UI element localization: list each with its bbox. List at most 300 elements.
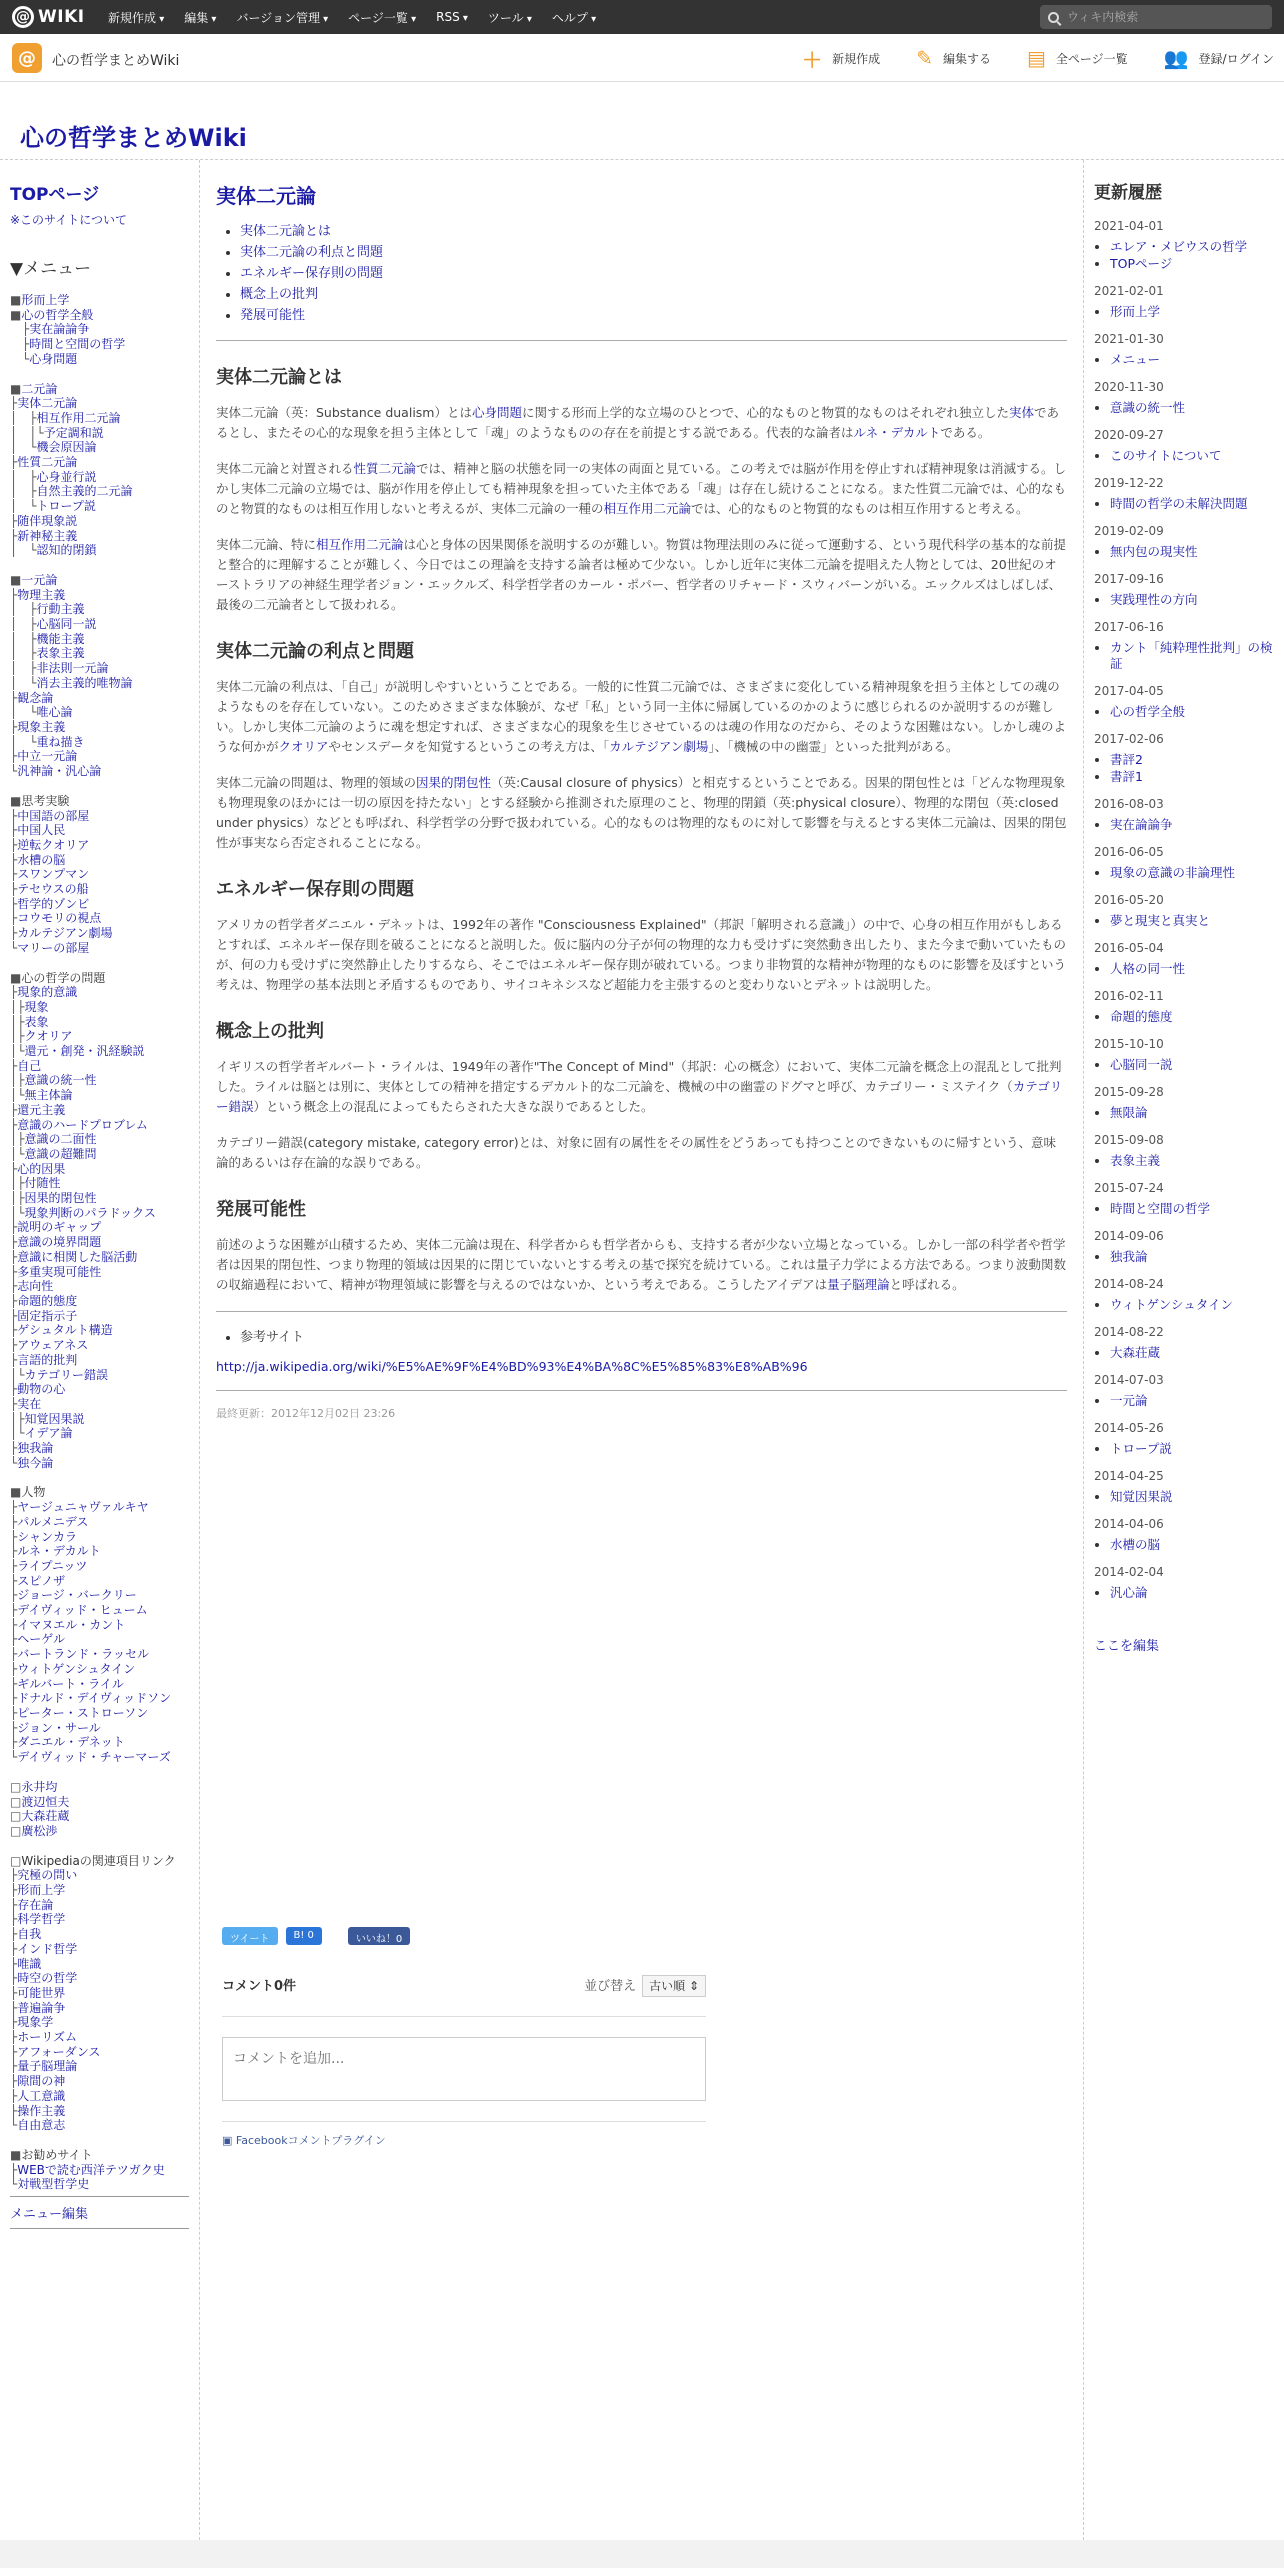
sidebar-item[interactable] (10, 588, 189, 603)
sidebar-item-label[interactable]: 消去主義的唯物論 (36, 675, 133, 690)
sidebar-item-label[interactable]: 人工意識 (17, 2088, 66, 2103)
sidebar-item-label[interactable]: 多重実現可能性 (17, 1264, 102, 1279)
sidebar-item[interactable] (10, 1500, 189, 1515)
sidebar-item-label[interactable]: 渡辺恒夫 (21, 1794, 70, 1809)
history-link[interactable]: 独我論 (1110, 1249, 1148, 1264)
comment-input[interactable] (222, 2037, 706, 2101)
hatena-bookmark-button[interactable]: B! 0 (286, 1927, 322, 1945)
history-item[interactable] (1110, 448, 1274, 464)
sidebar-item[interactable] (10, 2089, 189, 2104)
sidebar-item-label[interactable]: 心身問題 (29, 351, 78, 366)
history-item[interactable] (1110, 1057, 1274, 1073)
sidebar-item[interactable] (10, 322, 189, 337)
sidebar-item-label[interactable]: マリーの部屋 (17, 940, 90, 955)
sidebar-item[interactable] (10, 2163, 189, 2178)
sidebar-item-label[interactable]: 意識の境界問題 (17, 1235, 102, 1250)
sidebar-item-label[interactable]: 付随性 (24, 1176, 61, 1191)
history-item[interactable] (1110, 1105, 1274, 1121)
sidebar-item-label[interactable]: パルメニデス (17, 1514, 89, 1529)
history-item[interactable] (1110, 913, 1274, 929)
sidebar-item-label[interactable]: 機能主義 (36, 631, 85, 646)
history-item[interactable] (1110, 304, 1274, 320)
sidebar-item[interactable] (10, 691, 189, 706)
menu-pages[interactable]: ページ一覧 ▾ (348, 9, 416, 26)
sidebar-item-label[interactable]: 時空の哲学 (17, 1971, 78, 1986)
toc-link[interactable]: 実体二元論とは (240, 224, 332, 239)
history-link[interactable]: カント「純粋理性批判」の検証 (1110, 640, 1273, 671)
sidebar-item-label[interactable]: 形而上学 (21, 293, 70, 307)
history-link[interactable]: メニュー (1110, 352, 1161, 367)
sidebar-item[interactable] (10, 1706, 189, 1721)
sidebar-item-label[interactable]: 可能世界 (17, 1985, 66, 2000)
sidebar-item-label[interactable]: 独今論 (17, 1455, 54, 1470)
history-item[interactable] (1110, 961, 1274, 977)
site-name[interactable]: 心の哲学まとめWiki (52, 53, 180, 69)
sidebar-item[interactable] (10, 1986, 189, 2001)
sidebar-item[interactable] (10, 1898, 189, 1913)
sidebar-item[interactable] (10, 2045, 189, 2060)
sidebar-item-label[interactable]: 行動主義 (36, 602, 85, 617)
inline-link[interactable]: 量子脳理論 (827, 1277, 890, 1292)
sidebar-item-label[interactable]: 言語的批判 (17, 1352, 78, 1367)
menu-edit-link[interactable] (10, 2196, 189, 2229)
inline-link[interactable]: ルネ・デカルト (853, 425, 941, 440)
sidebar-item[interactable] (10, 1191, 189, 1206)
sidebar-item[interactable] (10, 2118, 189, 2133)
sidebar-item[interactable] (10, 1250, 189, 1265)
sidebar-item[interactable] (10, 1824, 189, 1839)
edit-here-text[interactable]: ここを編集 (1094, 1639, 1160, 1654)
tweet-button[interactable]: ツイート (222, 1927, 278, 1945)
sidebar-item[interactable] (10, 911, 189, 926)
sidebar-item[interactable] (10, 2030, 189, 2045)
history-link[interactable]: このサイトについて (1110, 448, 1222, 463)
sidebar-item-label[interactable]: 操作主義 (17, 2103, 66, 2118)
toc-item[interactable] (240, 221, 1067, 242)
wiki-title[interactable]: 心の哲学まとめWiki (20, 124, 247, 152)
sidebar-item[interactable] (10, 1162, 189, 1177)
history-item[interactable] (1110, 1585, 1274, 1601)
sidebar-item[interactable] (10, 926, 189, 941)
sidebar-item-label[interactable]: 大森荘蔵 (21, 1809, 70, 1824)
sidebar-item[interactable] (10, 632, 189, 647)
reference-url-link[interactable]: http://ja.wikipedia.org/wiki/%E5%AE%9F%E4%BD%93%E4%BA%8C%E5%85%83%E8%AB%96 (216, 1359, 808, 1374)
sidebar-item-label[interactable]: 知覚因果説 (24, 1411, 85, 1426)
sidebar-item[interactable] (10, 440, 189, 455)
sidebar-item-label[interactable]: 自我 (17, 1927, 42, 1942)
sidebar-item[interactable] (10, 1206, 189, 1221)
about-link[interactable] (10, 211, 189, 228)
sidebar-item[interactable] (10, 1942, 189, 1957)
sidebar-item[interactable] (10, 720, 189, 735)
sidebar-item-label[interactable]: ホーリズム (17, 2030, 77, 2045)
sidebar-item-label[interactable]: ジョージ・バークリー (17, 1588, 137, 1603)
sidebar-item[interactable] (10, 1780, 189, 1795)
sidebar-item[interactable] (10, 514, 189, 529)
history-link[interactable]: 心の哲学全般 (1110, 704, 1186, 719)
atwiki-logo[interactable] (12, 5, 85, 29)
sidebar-item-label[interactable]: 水槽の脳 (17, 852, 66, 867)
sidebar-item-label[interactable]: アフォーダンス (17, 2044, 101, 2059)
all-pages-button[interactable] (1027, 46, 1128, 70)
sidebar-item[interactable] (10, 1691, 189, 1706)
history-link[interactable]: 人格の同一性 (1110, 961, 1186, 976)
sidebar-item[interactable] (10, 1118, 189, 1133)
sidebar-item[interactable] (10, 1044, 189, 1059)
sidebar-item-label[interactable]: 汎神論・汎心論 (17, 764, 102, 779)
sidebar-item[interactable] (10, 661, 189, 676)
sidebar-item-label[interactable]: ヘーゲル (17, 1632, 65, 1647)
history-link[interactable]: 時間の哲学の未解決問題 (1110, 496, 1248, 511)
sidebar-item[interactable] (10, 499, 189, 514)
sidebar-item-label[interactable]: 廣松渉 (21, 1823, 58, 1838)
inline-link[interactable]: 因果的閉包性 (416, 775, 492, 790)
history-item[interactable] (1110, 1441, 1274, 1457)
history-link[interactable]: 夢と現実と真実と (1110, 913, 1211, 928)
menu-tools[interactable]: ツール ▾ (488, 9, 532, 26)
sidebar-item[interactable] (10, 1662, 189, 1677)
reference-url[interactable] (216, 1359, 1067, 1374)
history-item[interactable] (1110, 592, 1274, 608)
history-link[interactable]: 意識の統一性 (1110, 400, 1186, 415)
sidebar-item[interactable] (10, 1397, 189, 1412)
sidebar-item[interactable] (10, 1515, 189, 1530)
history-item[interactable] (1110, 769, 1274, 785)
history-link[interactable]: 命題的態度 (1110, 1009, 1173, 1024)
history-link[interactable]: 汎心論 (1110, 1585, 1148, 1600)
sidebar-item[interactable] (10, 2177, 189, 2192)
sidebar-item-label[interactable]: 普遍論争 (17, 2000, 66, 2015)
menu-edit[interactable]: 編集 ▾ (184, 9, 216, 26)
sidebar-item-label[interactable]: 心の哲学全般 (21, 307, 94, 322)
sidebar-item-label[interactable]: デイヴィッド・チャーマーズ (17, 1750, 171, 1765)
sidebar-item-label[interactable]: 意識の統一性 (24, 1073, 97, 1088)
inline-link[interactable]: 心身問題 (471, 405, 522, 420)
sidebar-item-label[interactable]: ピーター・ストローソン (17, 1705, 149, 1720)
history-link[interactable]: 水槽の脳 (1110, 1537, 1161, 1552)
top-page-link[interactable]: TOPページ (10, 185, 100, 205)
sidebar-item[interactable] (10, 1927, 189, 1942)
sidebar-item-label[interactable]: 二元論 (21, 381, 58, 396)
sidebar-item[interactable] (10, 1412, 189, 1427)
sidebar-item-label[interactable]: 心的因果 (17, 1161, 66, 1176)
sidebar-item-label[interactable]: 自然主義的二元論 (36, 484, 133, 499)
sidebar-item-label[interactable]: WEBで読む西洋テツガク史 (17, 2162, 165, 2177)
menu-edit-text[interactable]: メニュー編集 (10, 2207, 89, 2223)
sidebar-item[interactable] (10, 1750, 189, 1765)
sidebar-item[interactable] (10, 985, 189, 1000)
sidebar-item[interactable] (10, 1883, 189, 1898)
edit-here-link[interactable] (1094, 1635, 1274, 1654)
login-button[interactable] (1164, 46, 1274, 70)
sidebar-item[interactable] (10, 602, 189, 617)
sidebar-item[interactable] (10, 1426, 189, 1441)
sidebar-item-label[interactable]: 心脳同一説 (36, 617, 97, 632)
history-item[interactable] (1110, 352, 1274, 368)
sidebar-item[interactable] (10, 1220, 189, 1235)
history-link[interactable]: ウィトゲンシュタイン (1110, 1297, 1233, 1312)
sidebar-item-label[interactable]: 自由意志 (17, 2118, 66, 2133)
sidebar-item-label[interactable]: イマヌエル・カント (17, 1617, 126, 1632)
menu-help[interactable]: ヘルプ ▾ (552, 9, 596, 26)
inline-link[interactable]: 相互作用二元論 (316, 537, 404, 552)
menu-version[interactable]: バージョン管理 ▾ (236, 9, 328, 26)
history-link[interactable]: 無限論 (1110, 1105, 1148, 1120)
sidebar-item-label[interactable]: 現象判断のパラドックス (24, 1205, 156, 1220)
sidebar-item[interactable] (10, 382, 189, 397)
history-link[interactable]: エレア・メビウスの哲学 (1110, 239, 1248, 254)
sidebar-item[interactable] (10, 853, 189, 868)
sidebar-item-label[interactable]: 現象 (24, 999, 49, 1014)
sidebar-item-label[interactable]: 新神秘主義 (17, 528, 78, 543)
sidebar-item-label[interactable]: ダニエル・デネット (17, 1735, 125, 1750)
sidebar-item-label[interactable]: 性質二元論 (17, 455, 78, 470)
sidebar-item-label[interactable]: 存在論 (17, 1897, 54, 1912)
sidebar-item-label[interactable]: イデア論 (24, 1426, 73, 1441)
sidebar-item[interactable] (10, 1735, 189, 1750)
sidebar-item[interactable] (10, 411, 189, 426)
history-link[interactable]: トロープ説 (1110, 1441, 1172, 1456)
toc-item[interactable] (240, 242, 1067, 263)
sidebar-item[interactable] (10, 1073, 189, 1088)
sidebar-item-label[interactable]: デイヴィッド・ヒューム (17, 1603, 148, 1618)
history-item[interactable] (1110, 1393, 1274, 1409)
sidebar-item-label[interactable]: 志向性 (17, 1279, 54, 1294)
sidebar-item[interactable] (10, 1368, 189, 1383)
sort-select[interactable]: 古い順 ⇕ (642, 1975, 706, 1997)
sidebar-item[interactable] (10, 617, 189, 632)
history-link[interactable]: 書評1 (1110, 769, 1143, 784)
site-logo-icon[interactable]: @ (12, 43, 42, 73)
sidebar-item-label[interactable]: 現象主義 (17, 719, 66, 734)
sidebar-item-label[interactable]: ドナルド・デイヴィッドソン (17, 1691, 172, 1706)
sidebar-item[interactable] (10, 2074, 189, 2089)
sidebar-item-label[interactable]: 固定指示子 (17, 1308, 78, 1323)
sidebar-item-label[interactable]: 観念論 (17, 690, 54, 705)
history-item[interactable] (1110, 1249, 1274, 1265)
about-link-text[interactable]: ※このサイトについて (10, 213, 127, 227)
sidebar-item[interactable] (10, 1265, 189, 1280)
sidebar-item[interactable] (10, 1530, 189, 1545)
sidebar-item-label[interactable]: 現象学 (17, 2015, 54, 2030)
sidebar-item[interactable] (10, 1574, 189, 1589)
sidebar-item-label[interactable]: 中国人民 (17, 823, 66, 838)
history-item[interactable] (1110, 865, 1274, 881)
inline-link[interactable]: 性質二元論 (353, 461, 417, 476)
facebook-like-button[interactable]: いいね！0 (348, 1927, 410, 1945)
sidebar-item-label[interactable]: ライプニッツ (17, 1558, 88, 1573)
sidebar-item-label[interactable]: インド哲学 (17, 1941, 78, 1956)
sidebar-item-label[interactable]: 唯識 (17, 1956, 42, 1971)
sidebar-item-label[interactable]: 意識の二面性 (24, 1132, 97, 1147)
sidebar-item-label[interactable]: 科学哲学 (17, 1912, 66, 1927)
sidebar-item-label[interactable]: 重ね描き (36, 734, 85, 749)
inline-link[interactable]: カルテジアン劇場 (609, 739, 709, 754)
sidebar-item-label[interactable]: 哲学的ゾンビ (17, 896, 90, 911)
search-input[interactable] (1067, 10, 1257, 24)
inline-link[interactable]: 相互作用二元論 (603, 501, 692, 516)
sidebar-item[interactable] (10, 1603, 189, 1618)
sidebar-item-label[interactable]: シャンカラ (17, 1529, 77, 1544)
sidebar-item-label[interactable]: 一元論 (21, 572, 58, 587)
sidebar-item-label[interactable]: 表象 (24, 1014, 49, 1029)
history-link[interactable]: 知覚因果説 (1110, 1489, 1173, 1504)
sidebar-item-label[interactable]: スワンプマン (17, 867, 90, 882)
sidebar-item-label[interactable]: 認知的閉鎖 (36, 543, 97, 558)
sidebar-item-label[interactable]: バートランド・ラッセル (17, 1647, 149, 1662)
sidebar-item-label[interactable]: 物理主義 (17, 587, 66, 602)
search-icon[interactable] (1048, 12, 1059, 23)
sidebar-item-label[interactable]: 実体二元論 (17, 396, 78, 411)
sidebar-item-label[interactable]: 還元主義 (17, 1102, 66, 1117)
sidebar-item[interactable] (10, 1235, 189, 1250)
history-link[interactable]: TOPページ (1110, 256, 1173, 271)
sidebar-item[interactable] (10, 867, 189, 882)
toc-link[interactable]: 概念上の批判 (240, 287, 319, 302)
history-item[interactable] (1110, 1537, 1274, 1553)
sidebar-item[interactable] (10, 1441, 189, 1456)
sidebar-item[interactable] (10, 529, 189, 544)
page-title[interactable]: 実体二元論 (216, 184, 316, 208)
sidebar-item-label[interactable]: スピノザ (17, 1573, 66, 1588)
history-link[interactable]: 実践理性の方向 (1110, 592, 1198, 607)
sidebar-item[interactable] (10, 1015, 189, 1030)
edit-page-button[interactable] (916, 46, 991, 70)
sidebar-item[interactable] (10, 1309, 189, 1324)
toc-item[interactable] (240, 305, 1067, 326)
sidebar-item-label[interactable]: テセウスの船 (17, 882, 89, 897)
new-page-button[interactable] (802, 44, 880, 73)
history-link[interactable]: 大森荘蔵 (1110, 1345, 1161, 1360)
sidebar-item[interactable] (10, 705, 189, 720)
sidebar-item-label[interactable]: 中国語の部屋 (17, 808, 90, 823)
sidebar-item-label[interactable]: 実在論論争 (29, 322, 90, 337)
sidebar-item-label[interactable]: ギルバート・ライル (17, 1676, 124, 1691)
history-link[interactable]: 時間と空間の哲学 (1110, 1201, 1211, 1216)
sidebar-item[interactable] (10, 1382, 189, 1397)
sidebar-item[interactable] (10, 676, 189, 691)
sidebar-item[interactable] (10, 1721, 189, 1736)
sidebar-item[interactable] (10, 1147, 189, 1162)
history-item[interactable] (1110, 496, 1274, 512)
sidebar-item[interactable] (10, 1971, 189, 1986)
sidebar-item[interactable] (10, 1544, 189, 1559)
inline-link[interactable]: 実体 (1009, 405, 1035, 420)
sidebar-item-label[interactable]: トロープ説 (36, 499, 96, 514)
history-item[interactable] (1110, 1009, 1274, 1025)
sidebar-item[interactable] (10, 573, 189, 588)
sidebar-item[interactable] (10, 293, 189, 308)
sidebar-item[interactable] (10, 1294, 189, 1309)
sidebar-item[interactable] (10, 1059, 189, 1074)
history-item[interactable] (1110, 1201, 1274, 1217)
sidebar-item-label[interactable]: 心身並行説 (36, 469, 97, 484)
history-link[interactable]: 現象の意識の非論理性 (1110, 865, 1236, 880)
sidebar-item[interactable] (10, 1588, 189, 1603)
sidebar-item[interactable] (10, 1279, 189, 1294)
sidebar-item[interactable] (10, 1677, 189, 1692)
sidebar-item-label[interactable]: ウィトゲンシュタイン (17, 1661, 136, 1676)
sidebar-item-label[interactable]: ヤージュニャヴァルキヤ (17, 1500, 149, 1515)
sidebar-item-label[interactable]: 予定調和説 (43, 425, 104, 440)
sidebar-item[interactable] (10, 337, 189, 352)
sidebar-item-label[interactable]: 永井均 (21, 1779, 58, 1794)
history-item[interactable] (1110, 544, 1274, 560)
sidebar-item-label[interactable]: 表象主義 (36, 646, 85, 661)
sidebar-item-label[interactable]: ジョン・サール (17, 1720, 101, 1735)
sidebar-item-label[interactable]: 説明のギャップ (17, 1220, 102, 1235)
history-item[interactable] (1110, 752, 1274, 768)
sidebar-item-label[interactable]: 動物の心 (17, 1382, 66, 1397)
sidebar-item[interactable] (10, 1559, 189, 1574)
sidebar-item-label[interactable]: 因果的閉包性 (24, 1191, 97, 1206)
sidebar-item-label[interactable]: 意識の超難問 (24, 1146, 97, 1161)
sidebar-item[interactable] (10, 897, 189, 912)
history-link[interactable]: 形而上学 (1110, 304, 1161, 319)
sidebar-item[interactable] (10, 1323, 189, 1338)
sidebar-item-label[interactable]: 意識に相関した脳活動 (17, 1249, 138, 1264)
sidebar-item[interactable] (10, 1338, 189, 1353)
history-item[interactable] (1110, 1153, 1274, 1169)
inline-link[interactable]: カテゴリー錯誤 (216, 1079, 1063, 1114)
sidebar-item[interactable] (10, 1456, 189, 1471)
sidebar-item-label[interactable]: 相互作用二元論 (36, 410, 121, 425)
sidebar-item[interactable] (10, 1809, 189, 1824)
sidebar-item[interactable] (10, 2001, 189, 2016)
history-item[interactable] (1110, 239, 1274, 255)
sidebar-item-label[interactable]: 意識のハードプロブレム (17, 1117, 148, 1132)
history-item[interactable] (1110, 1489, 1274, 1505)
sidebar-item[interactable] (10, 735, 189, 750)
history-item[interactable] (1110, 256, 1274, 272)
history-item[interactable] (1110, 640, 1274, 672)
sidebar-item-label[interactable]: 中立一元論 (17, 749, 78, 764)
sidebar-item[interactable] (10, 2059, 189, 2074)
sidebar-item-label[interactable]: ゲシュタルト構造 (17, 1323, 113, 1338)
menu-rss[interactable]: RSS ▾ (436, 10, 468, 24)
history-link[interactable]: 一元論 (1110, 1393, 1148, 1408)
sidebar-item[interactable] (10, 823, 189, 838)
sidebar-item[interactable] (10, 352, 189, 367)
sidebar-item[interactable] (10, 396, 189, 411)
sidebar-item[interactable] (10, 308, 189, 323)
sidebar-item[interactable] (10, 941, 189, 956)
sidebar-item[interactable] (10, 470, 189, 485)
sidebar-item[interactable] (10, 1632, 189, 1647)
sidebar-item[interactable] (10, 1088, 189, 1103)
sidebar-item-label[interactable]: カルテジアン劇場 (17, 926, 113, 941)
sidebar-item-label[interactable]: 命題的態度 (17, 1294, 78, 1308)
sidebar-item-label[interactable]: 非法則一元論 (36, 661, 109, 676)
sidebar-item-label[interactable]: 無主体論 (24, 1088, 73, 1103)
sidebar-item[interactable] (10, 543, 189, 558)
sidebar-item-label[interactable]: ルネ・デカルト (17, 1544, 101, 1559)
history-link[interactable]: 無内包の現実性 (1110, 544, 1198, 559)
history-link[interactable]: 心脳同一説 (1110, 1057, 1173, 1072)
toc-link[interactable]: エネルギー保存則の問題 (240, 266, 384, 281)
sidebar-item[interactable] (10, 1795, 189, 1810)
sidebar-item-label[interactable]: 究極の問い (17, 1868, 78, 1883)
sidebar-item-label[interactable]: クオリア (24, 1029, 73, 1044)
sidebar-item-label[interactable]: 逆転クオリア (17, 837, 90, 852)
history-item[interactable] (1110, 817, 1274, 833)
sidebar-item-label[interactable]: 形而上学 (17, 1883, 66, 1898)
sidebar-item[interactable] (10, 1957, 189, 1972)
sidebar-item-label[interactable]: 隙間の神 (17, 2074, 66, 2089)
sidebar-item[interactable] (10, 426, 189, 441)
sidebar-item[interactable] (10, 1353, 189, 1368)
sidebar-item-label[interactable]: 現象的意識 (17, 985, 78, 1000)
